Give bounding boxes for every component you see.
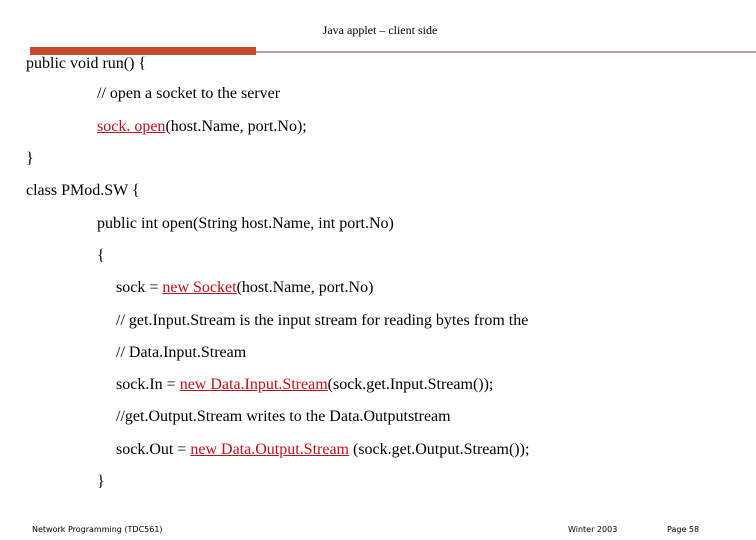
code-line-2: // open a socket to the server [97, 85, 281, 102]
slide-title: Java applet – client side [322, 23, 438, 37]
code-line-5: class PMod.SW { [26, 182, 140, 199]
code-line-4: } [26, 150, 34, 167]
code-text: (host.Name, port.No) [236, 279, 374, 296]
code-text: sock.In = [116, 376, 180, 393]
code-text: (sock.get.Output.Stream()); [348, 441, 530, 458]
code-highlight: new Data.Output.Stream [190, 441, 349, 458]
code-line-9: // get.Input.Stream is the input stream for reading bytes from the [116, 312, 529, 329]
code-line-7: { [97, 247, 105, 264]
code-line-11 [116, 375, 493, 395]
code-line-12: //get.Output.Stream writes to the Data.Outputstream [116, 408, 451, 425]
code-highlight: sock. open [97, 118, 166, 135]
code-text: (host.Name, port.No); [165, 118, 307, 135]
code-text: (sock.get.Input.Stream()); [327, 376, 494, 393]
code-line-6: public int open(String host.Name, int port.No) [97, 215, 394, 232]
footer-course: Network Programming (TDC561) [32, 525, 163, 534]
code-line-3 [97, 117, 307, 137]
code-highlight: new Data.Input.Stream [179, 376, 328, 393]
footer-term: Winter 2003 [568, 525, 618, 534]
footer-page-number: Page 58 [667, 525, 700, 534]
code-line-10: // Data.Input.Stream [116, 344, 247, 361]
code-text: sock.Out = [116, 441, 191, 458]
code-text: sock = [116, 279, 163, 296]
code-line-8 [116, 278, 373, 298]
code-line-1: public void run() { [26, 55, 147, 72]
code-highlight: new Socket [162, 279, 237, 296]
code-line-13 [116, 440, 529, 460]
code-line-14: } [97, 473, 105, 490]
